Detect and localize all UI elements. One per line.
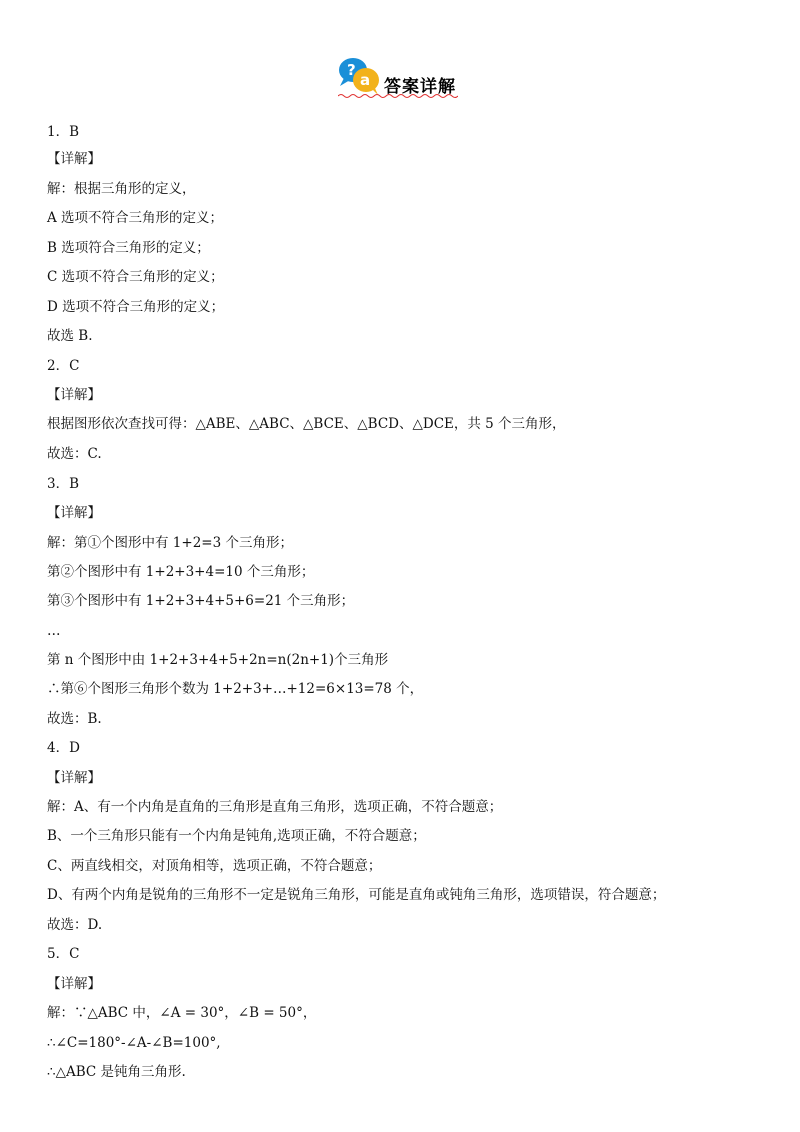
explanation-heading: 【详解】 — [47, 976, 101, 992]
explanation-heading: 【详解】 — [47, 387, 101, 403]
question-answer-label: 1．B — [47, 124, 80, 140]
svg-text:?: ? — [347, 61, 356, 79]
question-answer-label: 4．D — [47, 740, 80, 756]
question-answer-label: 2．C — [47, 358, 80, 374]
answer-line: B、一个三角形只能有一个内角是钝角,选项正确，不符合题意； — [47, 828, 426, 844]
answer-line: ∴△ABC 是钝角三角形. — [47, 1064, 186, 1080]
answer-line: 第 n 个图形中由 1+2+3+4+5+2n=n(2n+1)个三角形 — [47, 652, 389, 668]
question-answer-label: 3．B — [47, 476, 80, 492]
question-answer-bubble-icon — [336, 56, 382, 96]
answer-line: 第③个图形中有 1+2+3+4+5+6=21 个三角形； — [47, 593, 355, 609]
conclusion-line: 故选：C. — [47, 446, 102, 462]
answer-header-title: 答案详解 — [384, 77, 456, 97]
answer-line: A 选项不符合三角形的定义； — [47, 210, 224, 226]
answer-line: 解：第①个图形中有 1+2=3 个三角形； — [47, 535, 293, 551]
answer-line: 第②个图形中有 1+2+3+4=10 个三角形； — [47, 564, 315, 580]
svg-text:a: a — [360, 71, 371, 89]
answer-line: D 选项不符合三角形的定义； — [47, 299, 225, 315]
conclusion-line: 故选：B. — [47, 711, 102, 727]
answer-line: C 选项不符合三角形的定义； — [47, 269, 224, 285]
explanation-heading: 【详解】 — [47, 505, 101, 521]
conclusion-line: 故选：D. — [47, 917, 103, 933]
answer-line: 解：∵△ABC 中，∠A = 30°，∠B = 50°， — [47, 1005, 317, 1021]
conclusion-line: 故选 B. — [47, 328, 93, 344]
answer-line: B 选项符合三角形的定义； — [47, 240, 210, 256]
answer-line: 解：根据三角形的定义， — [47, 181, 196, 197]
answer-header — [336, 56, 476, 100]
answer-line: 根据图形依次查找可得：△ABE、△ABC、△BCE、△BCD、△DCE，共 5 个三角形， — [47, 416, 566, 432]
answer-line: C、两直线相交，对顶角相等，选项正确，不符合题意； — [47, 858, 382, 874]
explanation-heading: 【详解】 — [47, 151, 101, 167]
header-underline-squiggle — [338, 93, 458, 99]
explanation-heading: 【详解】 — [47, 770, 101, 786]
question-answer-label: 5．C — [47, 946, 80, 962]
answer-line: … — [47, 623, 61, 639]
answer-line: D、有两个内角是锐角的三角形不一定是锐角三角形，可能是直角或钝角三角形，选项错误，符合题意； — [47, 887, 666, 903]
answer-line: ∴∠C=180°-∠A-∠B=100°, — [47, 1035, 221, 1051]
answer-line: ∴第⑥个图形三角形个数为 1+2+3+…+12=6×13=78 个， — [47, 681, 424, 697]
answer-line: 解：A、有一个内角是直角的三角形是直角三角形，选项正确，不符合题意； — [47, 799, 503, 815]
